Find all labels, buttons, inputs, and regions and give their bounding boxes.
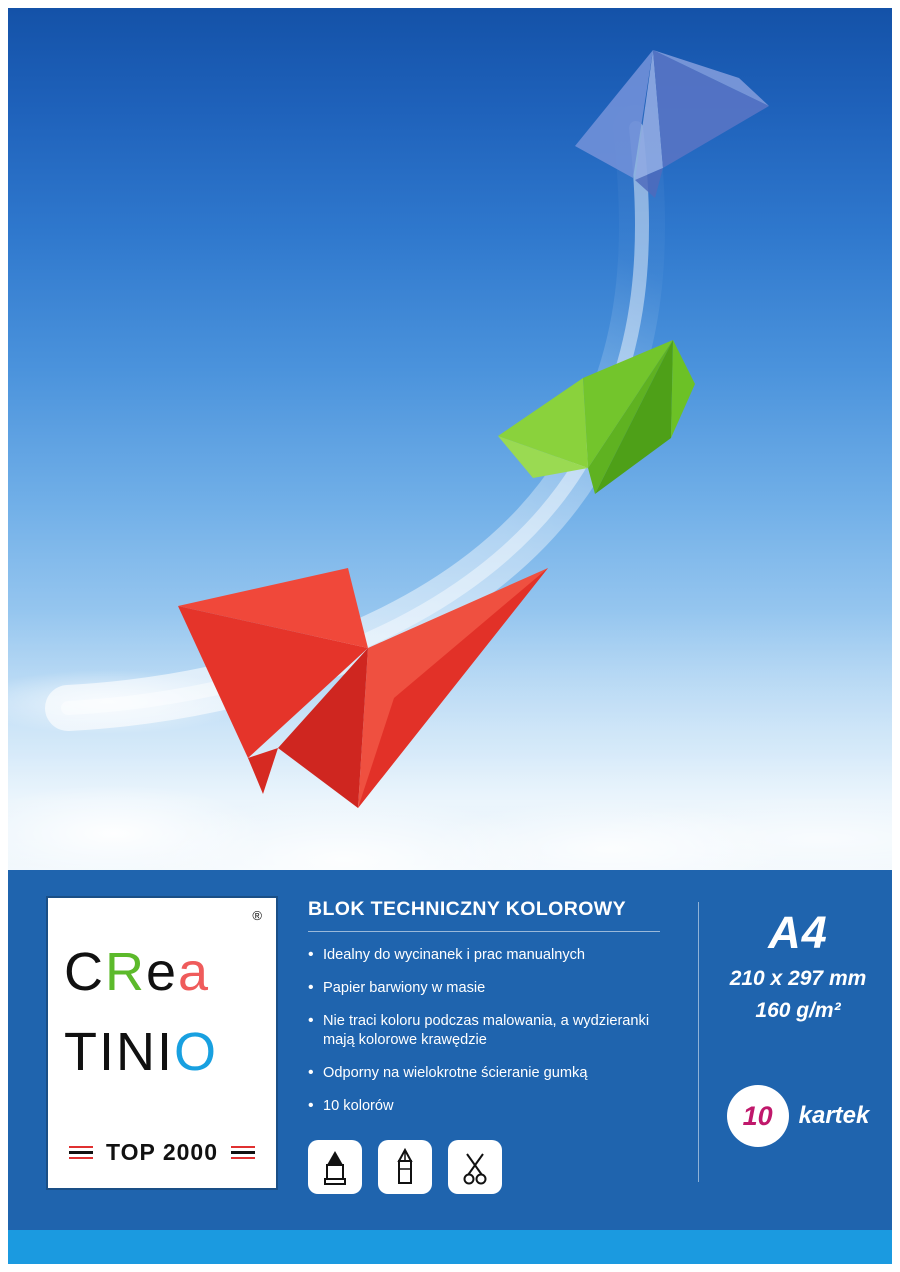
marker-icon — [308, 1140, 362, 1194]
paper-dimensions: 210 x 297 mm — [729, 967, 867, 990]
headline-divider — [308, 931, 660, 932]
sub-brand — [48, 1139, 276, 1166]
brand-logo-box — [46, 896, 278, 1190]
pencil-icon — [378, 1140, 432, 1194]
info-panel — [8, 870, 892, 1230]
paper-grammage: 160 g/m² — [755, 999, 841, 1022]
list-item: • Nie traci koloru podczas malowania, a wydzieranki mają kolorowe krawędzie — [308, 1012, 680, 1050]
sheet-count-label: kartek — [798, 1102, 870, 1129]
list-item: • Papier barwiony w masie — [308, 979, 680, 998]
sub-brand-label: TOP 2000 — [105, 1139, 218, 1165]
list-item: • 10 kolorów — [308, 1097, 680, 1116]
footer-strip — [8, 1230, 892, 1264]
green-paper-plane — [463, 318, 723, 528]
feature-list — [308, 946, 680, 1116]
brand-wordmark — [64, 932, 264, 1102]
cloud-wisp — [8, 630, 388, 750]
product-headline: BLOK TECHNICZNY KOLOROWY — [308, 898, 626, 920]
specification-block — [708, 907, 888, 1023]
product-description — [308, 898, 680, 1130]
sheet-count-value: 10 — [727, 1085, 789, 1147]
bars-right-icon — [231, 1143, 255, 1163]
brand-wordmark-line-1: CRea — [64, 942, 211, 1002]
sheet-count-badge — [698, 1085, 898, 1147]
scissors-icon — [448, 1140, 502, 1194]
brand-wordmark-line-2: TINIO — [64, 1022, 219, 1082]
list-item: • Odporny na wielokrotne ścieranie gumką — [308, 1064, 680, 1083]
cover-artwork — [8, 8, 892, 870]
usage-icon-row — [308, 1140, 502, 1194]
paper-format: A4 — [768, 907, 828, 958]
registered-trademark-icon: ® — [252, 908, 262, 923]
blue-paper-plane — [543, 28, 803, 208]
bars-left-icon — [69, 1143, 93, 1163]
list-item: • Idealny do wycinanek i prac manualnych — [308, 946, 680, 965]
